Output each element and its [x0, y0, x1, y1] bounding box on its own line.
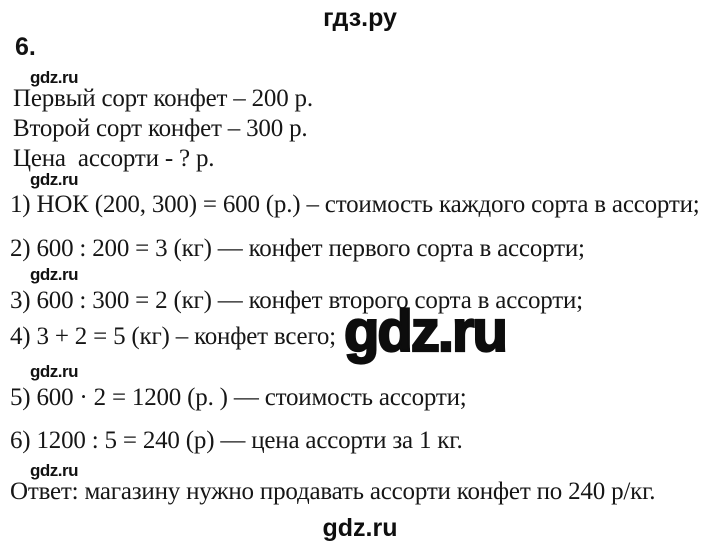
watermark-gdz-small-3: gdz.ru [30, 265, 78, 284]
solution-step-5: 5) 600 · 2 = 1200 (р. ) — стоимость ассорти; [10, 384, 467, 411]
watermark-gdz-small-4: gdz.ru [30, 362, 78, 381]
solution-step-4: 4) 3 + 2 = 5 (кг) – конфет всего; [10, 323, 336, 350]
given-line-first-sort: Первый сорт конфет – 200 р. [13, 85, 313, 112]
watermark-gdz-small-2: gdz.ru [30, 170, 78, 189]
given-line-assorti-price: Цена ассорти - ? р. [13, 145, 215, 172]
watermark-gdz-small-1: gdz.ru [30, 68, 78, 87]
task-number: 6. [15, 33, 36, 61]
given-line-second-sort: Второй сорт конфет – 300 р. [13, 115, 308, 142]
watermark-gdz-large: gdz.ru [344, 299, 506, 364]
solution-step-1: 1) НОК (200, 300) = 600 (р.) – стоимость каждого сорта в ассорти; [10, 191, 700, 218]
site-header-logo: гдз.ру [323, 4, 397, 32]
solution-step-2: 2) 600 : 200 = 3 (кг) — конфет первого сорта в ассорти; [10, 235, 585, 262]
site-footer-logo: gdz.ru [322, 514, 398, 542]
solution-step-6: 6) 1200 : 5 = 240 (р) — цена ассорти за 1 кг. [10, 427, 463, 454]
watermark-gdz-small-5: gdz.ru [30, 461, 78, 480]
answer-line: Ответ: магазину нужно продавать ассорти конфет по 240 р/кг. [10, 478, 656, 505]
solution-step-3: 3) 600 : 300 = 2 (кг) — конфет второго сорта в ассорти; [10, 287, 583, 314]
